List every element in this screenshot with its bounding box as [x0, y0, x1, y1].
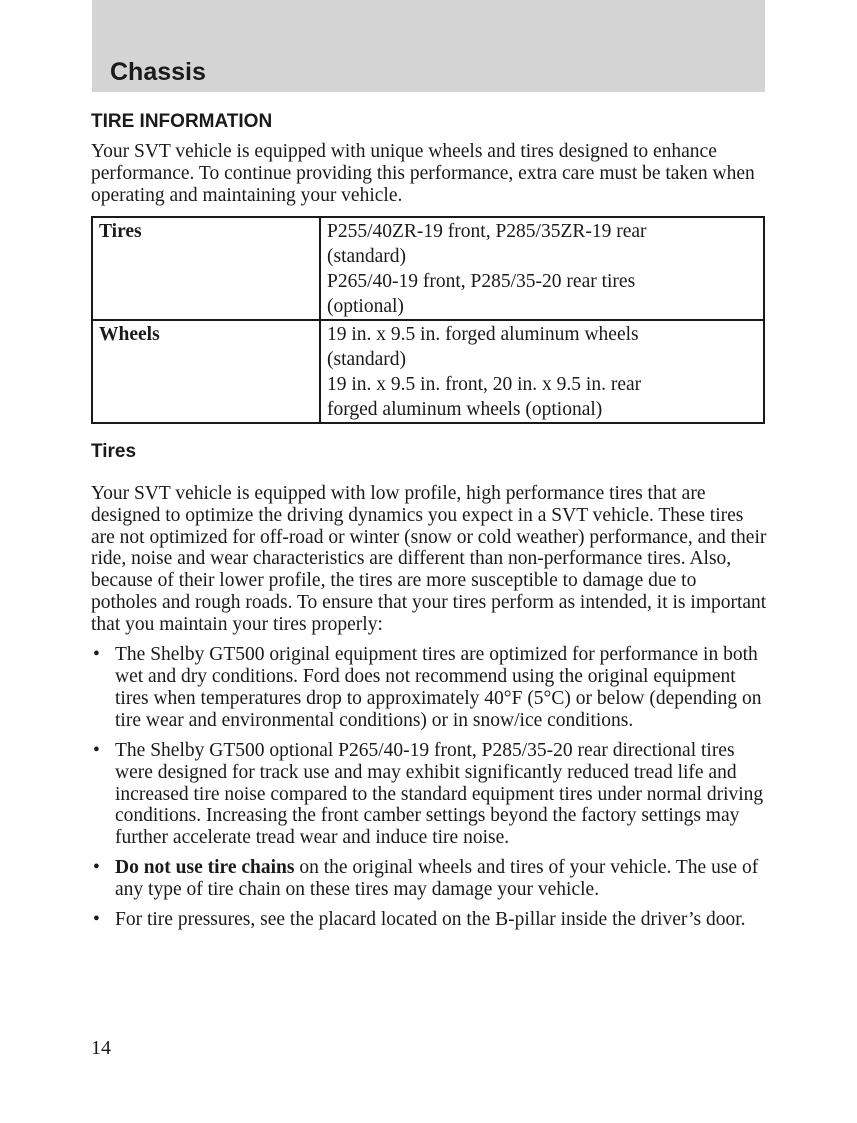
spec-value-line: 19 in. x 9.5 in. front, 20 in. x 9.5 in. rear	[327, 373, 642, 395]
bullet-icon: •	[93, 739, 100, 761]
list-item	[91, 909, 767, 931]
intro-paragraph: Your SVT vehicle is equipped with unique wheels and tires designed to enhance performance. To continue providing this performance, extra care must be taken when operating and maintaining your vehicle.	[91, 141, 755, 206]
bullet-icon: •	[93, 857, 100, 879]
spec-value-wheels	[320, 320, 764, 423]
list-item	[91, 644, 767, 732]
spec-value-line: forged aluminum wheels (optional)	[327, 398, 603, 420]
list-item	[91, 740, 767, 850]
section-heading: TIRE INFORMATION	[91, 111, 273, 132]
tire-wheel-spec-table	[91, 216, 765, 424]
list-item-text: on the original wheels and tires of your vehicle. The use of any type of tire chain on these tires may damage your vehicle.	[115, 857, 759, 901]
spec-label-wheels: Wheels	[92, 320, 320, 423]
spec-value-line: 19 in. x 9.5 in. forged aluminum wheels	[327, 323, 639, 345]
page-number: 14	[91, 1037, 111, 1059]
spec-value-line: (optional)	[327, 295, 404, 317]
tires-paragraph: Your SVT vehicle is equipped with low profile, high performance tires that are designed to optimize the driving dynamics you expect in a SVT vehicle. These tires are not optimized for off-road or winter (snow or cold weather) performance, and their ride, noise and wear characteristics are different than non-performance tires. Also, because of their lower profile, the tires are more susceptible to damage due to potholes and rough roads. To ensure that your tires perform as intended, it is important that you maintain your tires properly:	[91, 482, 767, 636]
chapter-title: Chassis	[110, 58, 206, 86]
list-item-text: The Shelby GT500 optional P265/40-19 front, P285/35-20 rear directional tires were designed for track use and may exhibit significantly reduced tread life and increased tire noise compared to the standard equipment tires under normal driving conditions. Increasing the front camber settings beyond the factory settings may further accelerate tread wear and induce tire noise.	[115, 739, 764, 849]
list-item-text: For tire pressures, see the placard located on the B-pillar inside the driver’s door.	[115, 909, 746, 931]
spec-value-line: (standard)	[327, 245, 407, 267]
page-content	[91, 110, 767, 939]
list-item	[91, 857, 767, 901]
spec-value-line: P265/40-19 front, P285/35-20 rear tires	[327, 270, 636, 292]
spec-row-tires	[92, 217, 764, 320]
spec-value-tires	[320, 217, 764, 320]
tire-care-bullet-list	[91, 644, 767, 931]
spec-row-wheels	[92, 320, 764, 423]
spec-label-tires: Tires	[92, 217, 320, 320]
bullet-icon: •	[93, 644, 100, 666]
list-item-emphasis: Do not use tire chains	[115, 857, 295, 879]
bullet-icon: •	[93, 909, 100, 931]
spec-value-line: P255/40ZR-19 front, P285/35ZR-19 rear	[327, 220, 647, 242]
list-item-text: The Shelby GT500 original equipment tires are optimized for performance in both wet and dry conditions. Ford does not recommend using the original equipment tires when temperatures drop to approximately 40°F (5°C) or below (depending on tire wear and environmental conditions) or in snow/ice conditions.	[115, 644, 762, 731]
tires-subheading: Tires	[91, 440, 137, 462]
spec-value-line: (standard)	[327, 348, 407, 370]
chapter-header-band	[92, 0, 765, 92]
